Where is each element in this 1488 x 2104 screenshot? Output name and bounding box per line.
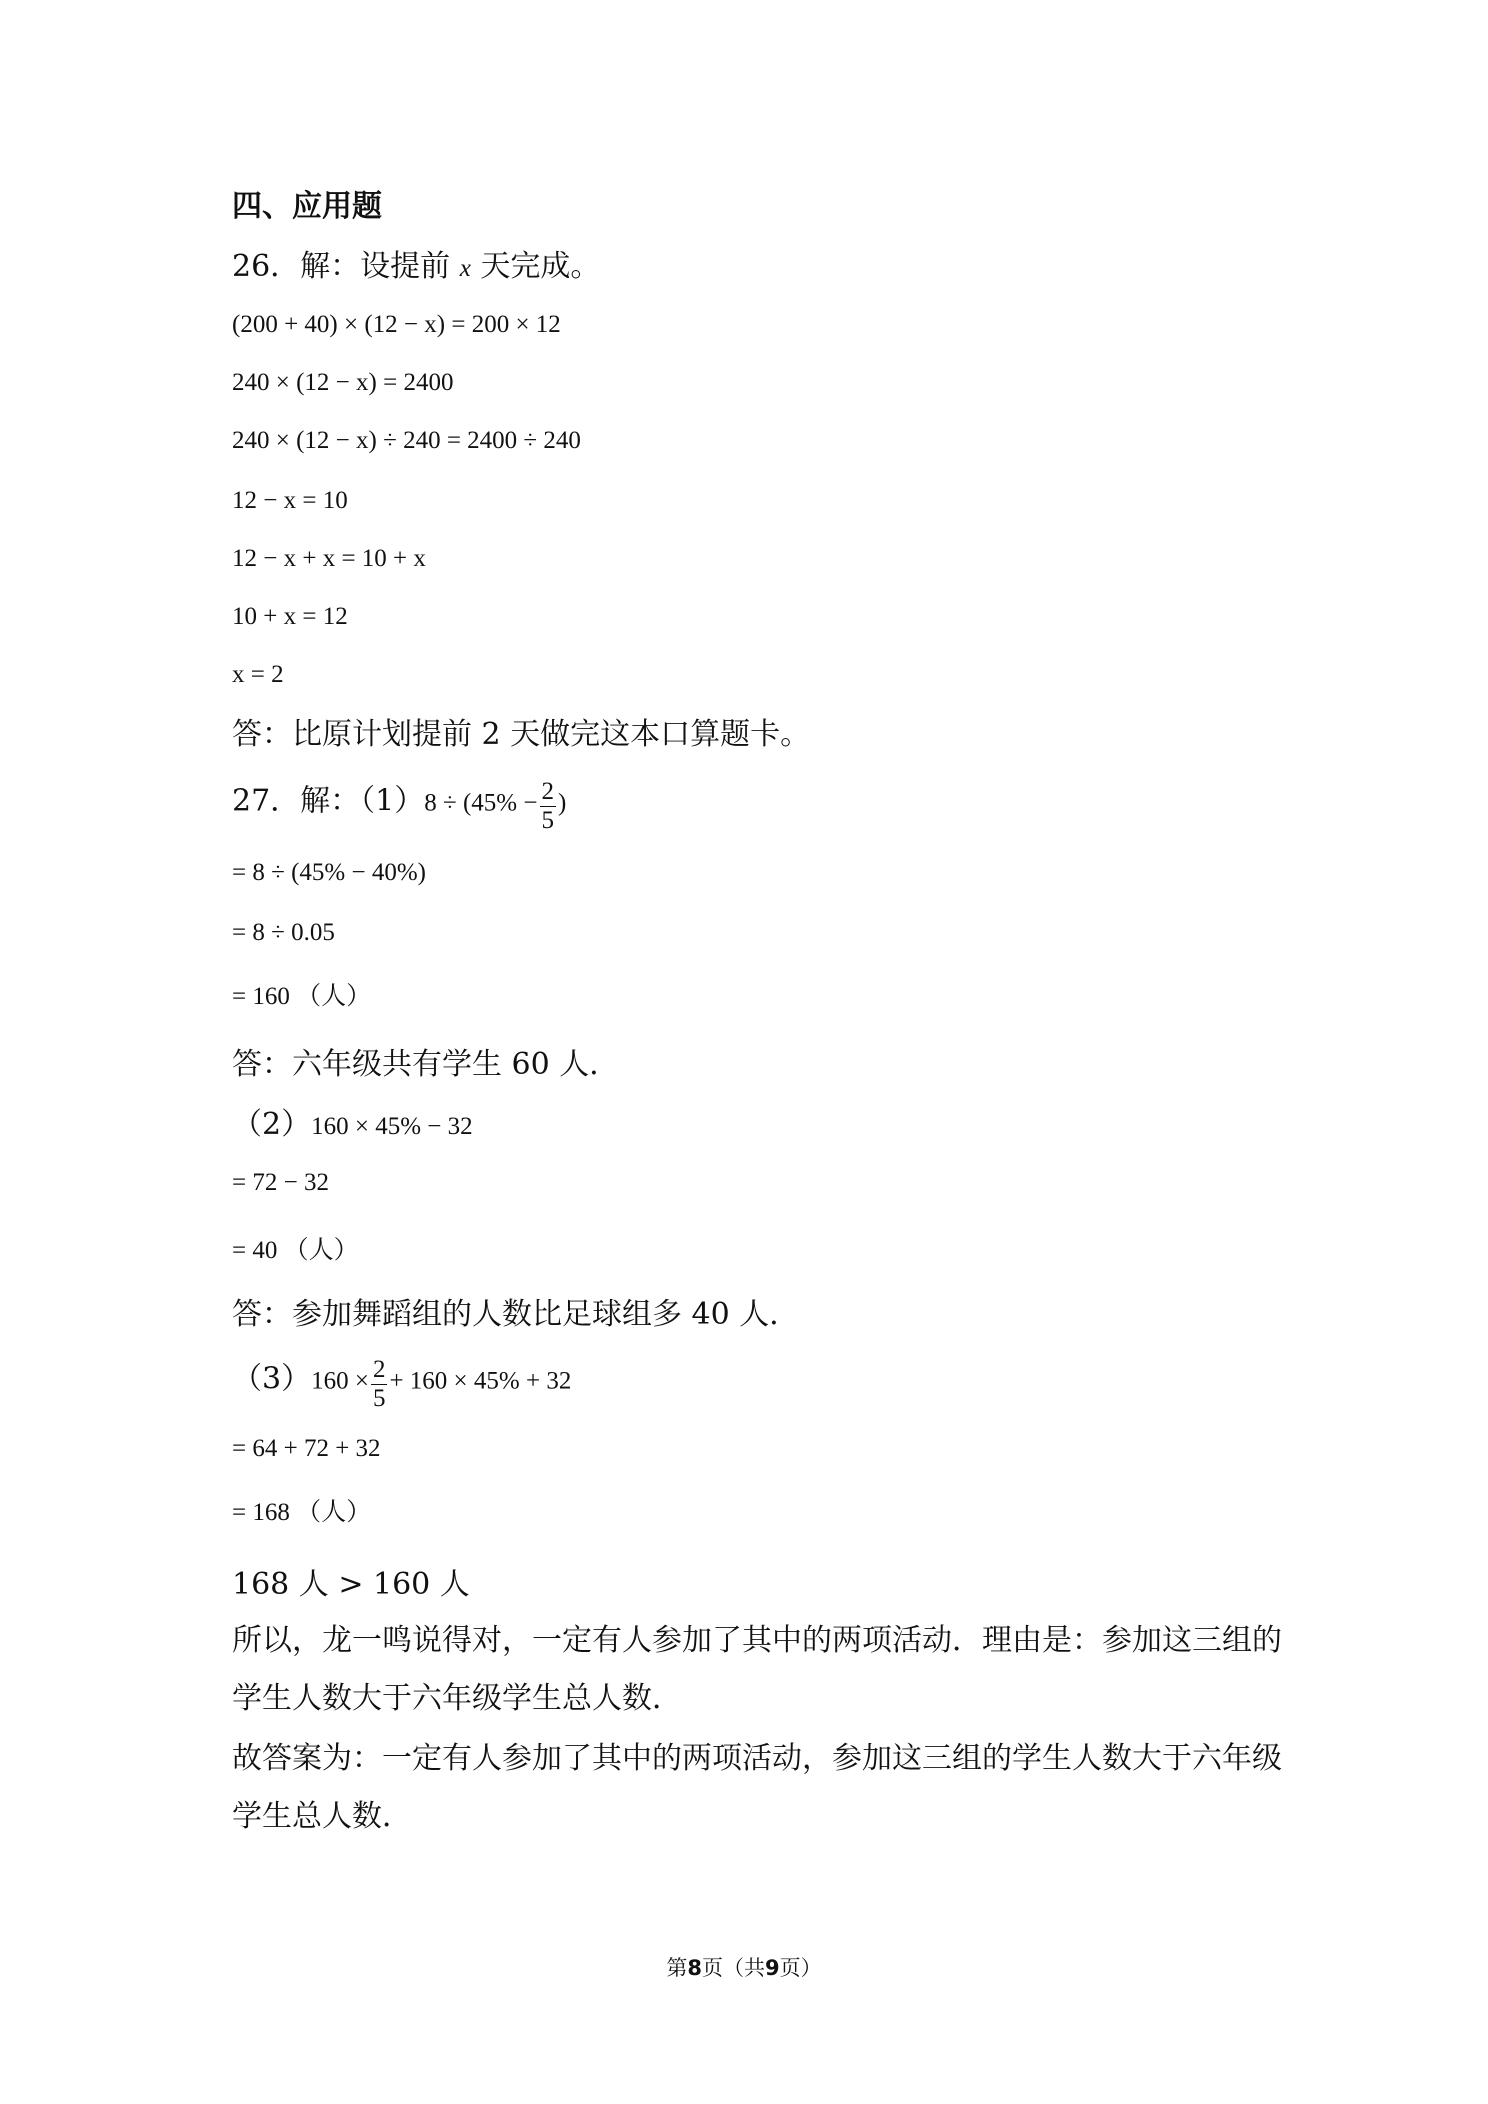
q27-part1-expr-a: 8 ÷ (45% −: [424, 789, 538, 817]
q26-variable: x: [459, 255, 471, 282]
q27-part3-label: （3）: [232, 1361, 312, 1397]
q27-part1-frac-num: 2: [541, 778, 554, 805]
page-footer: [0, 1952, 1488, 1982]
footer-post: 页）: [779, 1956, 822, 1980]
q27-part1-label: 27．解：（1）: [232, 783, 425, 819]
footer-total-pages: 9: [765, 1956, 780, 1980]
q27-part2-answer: 答：参加舞蹈组的人数比足球组多 40 人．: [232, 1297, 800, 1332]
q27-part3-frac-num: 2: [372, 1356, 386, 1383]
q26-step-3: 240 × (12 − x) ÷ 240 = 2400 ÷ 240: [232, 427, 581, 454]
q27-conclusion-line-1: 所以，龙一鸣说得对，一定有人参加了其中的两项活动．理由是：参加这三组的: [232, 1623, 1282, 1658]
footer-pre: 第: [666, 1956, 688, 1980]
q27-part1-frac-den: 5: [541, 806, 554, 834]
q27-part3: [232, 1356, 571, 1412]
q27-part3-fraction: [371, 1356, 388, 1412]
q26-step-6: 10 + x = 12: [232, 603, 348, 630]
q27-part3-expr-a: 160 ×: [311, 1367, 369, 1395]
q26-step-5: 12 − x + x = 10 + x: [232, 545, 426, 572]
q26-step-7: x = 2: [232, 661, 284, 688]
q27-part2-label: （2）: [232, 1107, 312, 1142]
q27-compare: 168 人 > 160 人: [232, 1567, 470, 1602]
q27-part2-expr: 160 × 45% − 32: [311, 1113, 473, 1140]
q27-part3-frac-den: 5: [372, 1384, 386, 1412]
q27-part1: [232, 778, 566, 834]
q27-part2-step-2: = 40 （人）: [232, 1237, 359, 1264]
q26-step-2: 240 × (12 − x) = 2400: [232, 369, 454, 396]
q27-part2: [232, 1107, 473, 1142]
q27-part3-step-1: = 64 + 72 + 32: [232, 1435, 381, 1462]
q27-part1-expr-b: ): [558, 789, 567, 817]
section-title: 四、应用题: [232, 189, 382, 224]
q27-part1-step-1: = 8 ÷ (45% − 40%): [232, 859, 426, 886]
q27-part2-step-1: = 72 − 32: [232, 1169, 329, 1196]
q27-part1-answer: 答：六年级共有学生 60 人．: [232, 1047, 620, 1082]
q27-part1-step-2: = 8 ÷ 0.05: [232, 919, 335, 946]
q27-conclusion-line-2: 学生人数大于六年级学生总人数．: [232, 1681, 682, 1716]
q27-part1-fraction: [540, 778, 557, 834]
q27-part3-expr-b: + 160 × 45% + 32: [389, 1367, 572, 1395]
q26-step-1: (200 + 40) × (12 − x) = 200 × 12: [232, 311, 561, 338]
footer-page-number: 8: [687, 1956, 702, 1980]
q26-answer: 答：比原计划提前 2 天做完这本口算题卡。: [232, 717, 811, 752]
q27-final-line-2: 学生总人数．: [232, 1799, 412, 1834]
q27-final-line-1: 故答案为：一定有人参加了其中的两项活动，参加这三组的学生人数大于六年级: [232, 1741, 1282, 1776]
q26-intro-b: 天完成。: [480, 249, 601, 284]
q26-step-4: 12 − x = 10: [232, 487, 348, 514]
q26-intro: [232, 249, 601, 284]
q26-intro-a: 26．解：设提前: [232, 249, 451, 284]
q27-part1-step-3: = 160 （人）: [232, 983, 372, 1010]
q27-part3-step-2: = 168 （人）: [232, 1499, 372, 1526]
footer-mid: 页（共: [702, 1956, 765, 1980]
